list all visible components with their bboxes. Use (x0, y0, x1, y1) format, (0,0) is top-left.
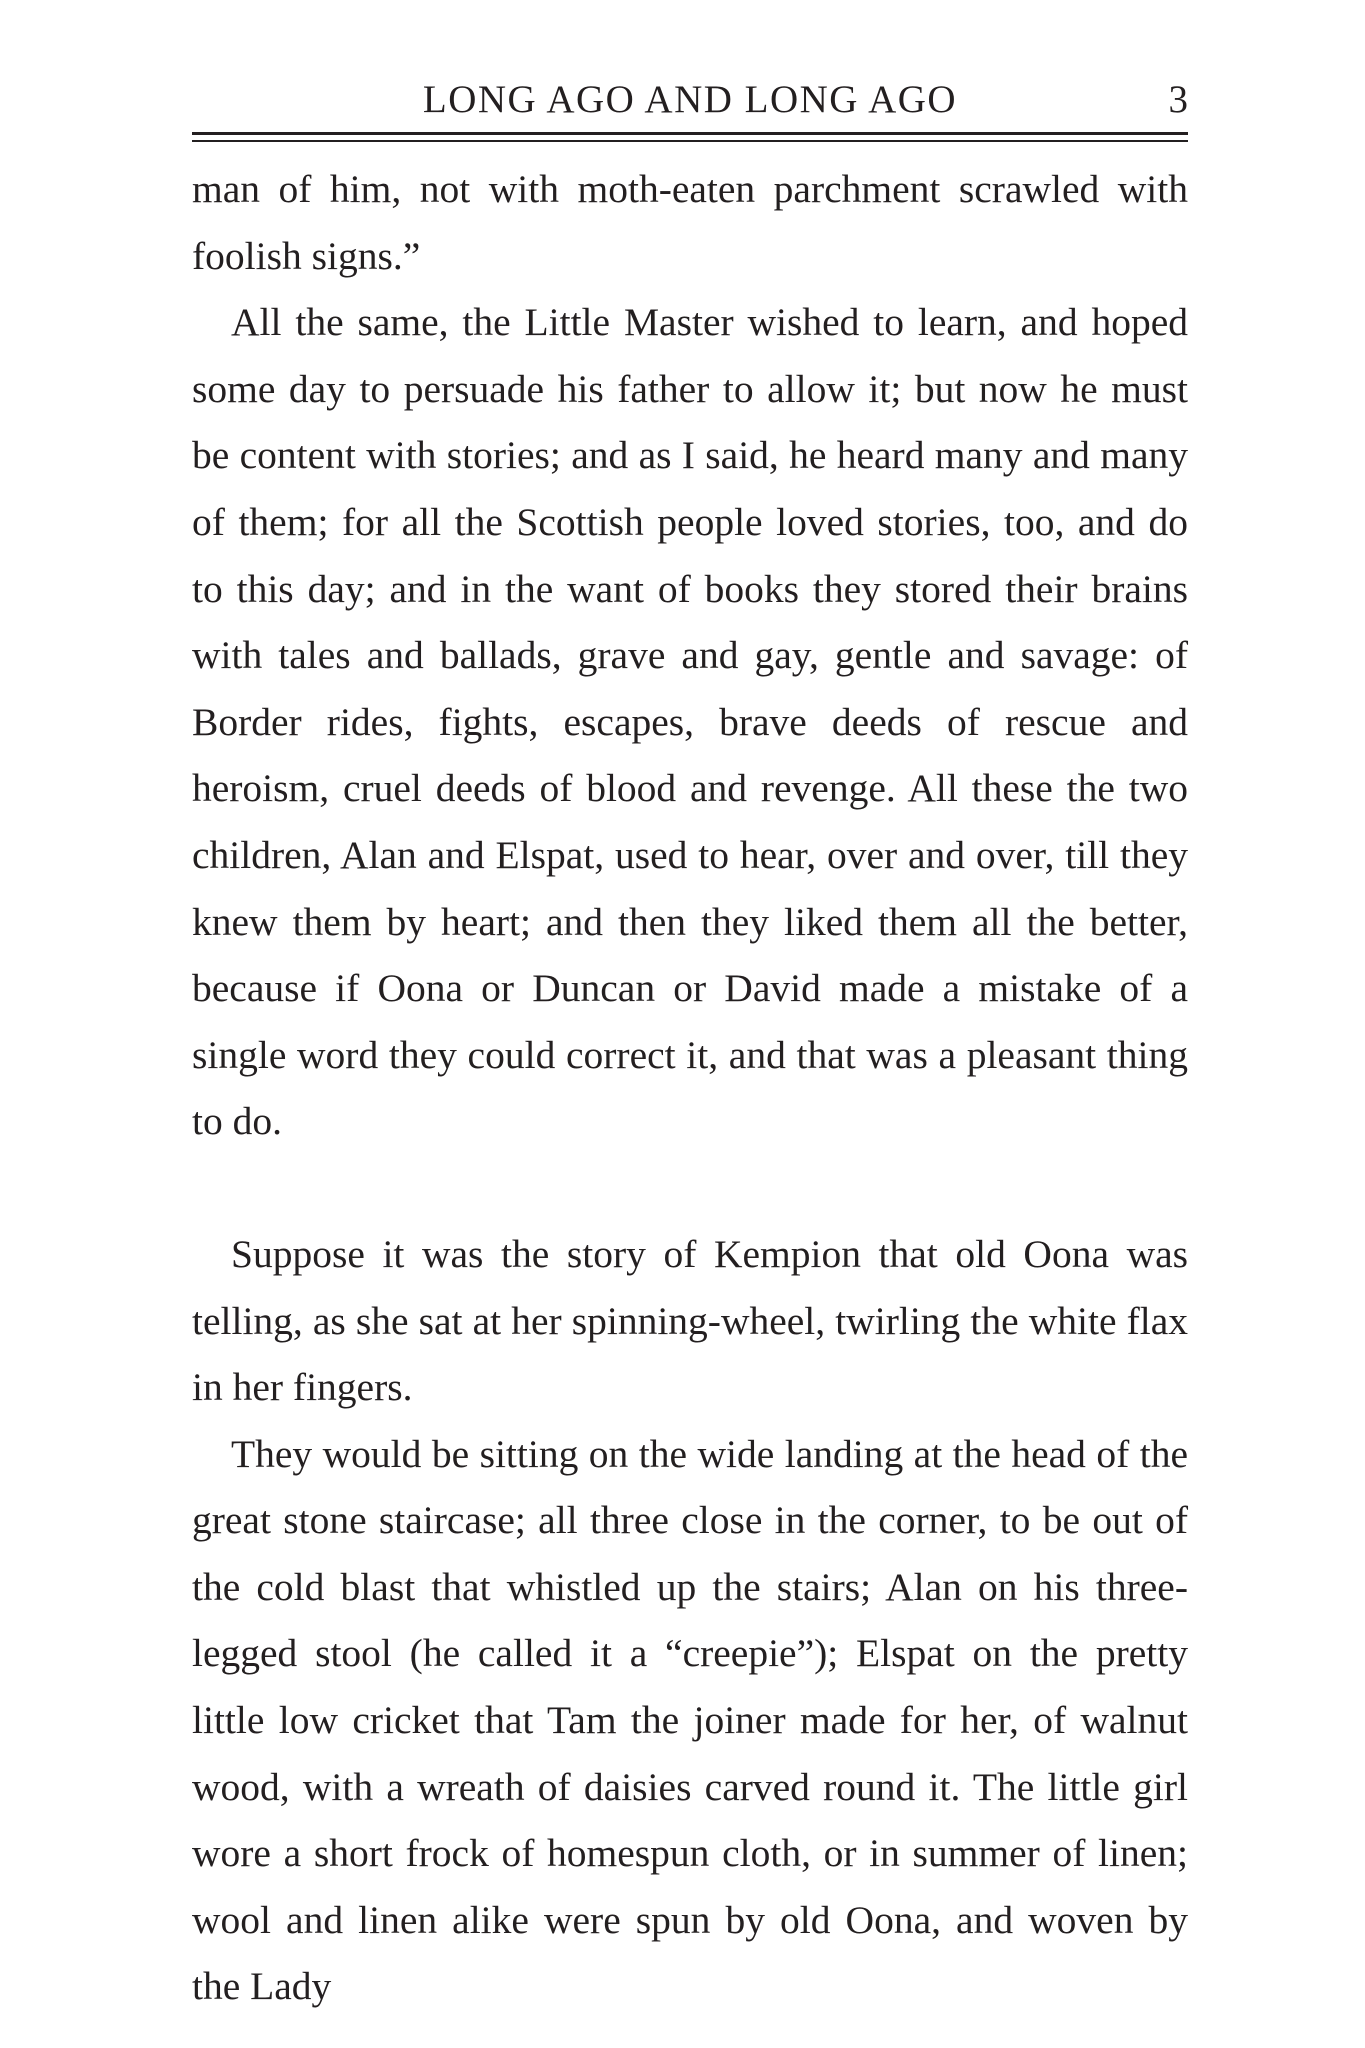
page-number: 3 (1168, 78, 1188, 121)
paragraph: man of him, not with moth-eaten parchment scrawled with foolish signs.” (192, 167, 1188, 278)
running-head (192, 72, 1188, 132)
paragraph: Suppose it was the story of Kempion that old Oona was telling, as she sat at her spinning-wheel, twirling the white flax in her fingers. (192, 1231, 1188, 1410)
paragraph: They would be sitting on the wide landing at the head of the great stone staircase; all three close in the corner, to be out of the cold blast that whistled up the stairs; Alan on his three-legged stool (he called it a “creepie”); Elspat on the pretty little low cricket that Tam the joiner made for her, of walnut wood, with a wreath of daisies carved round it. The little girl wore a short frock of homespun cloth, or in summer of linen; wool and linen alike were spun by old Oona, and woven by the Lady (192, 1431, 1188, 2009)
header-rule-thin (192, 140, 1188, 142)
header-rule-thick (192, 132, 1188, 135)
running-title: LONG AGO AND LONG AGO (422, 78, 958, 121)
book-page (192, 72, 1188, 2020)
body-text (192, 156, 1188, 2020)
paragraph: All the same, the Little Master wished to learn, and hoped some day to persuade his father to allow it; but now he must be content with stories; and as I said, he heard many and many of them; for all the Scottish people loved stories, too, and do to this day; and in the want of books they stored their brains with tales and ballads, grave and gay, gentle and savage: of Border rides, fights, escapes, brave deeds of rescue and heroism, cruel deeds of blood and revenge. All these the two children, Alan and Elspat, used to hear, over and over, till they knew them by heart; and then they liked them all the better, because if Oona or Duncan or David made a mistake of a single word they could correct it, and that was a pleasant thing to do. (192, 300, 1188, 1144)
